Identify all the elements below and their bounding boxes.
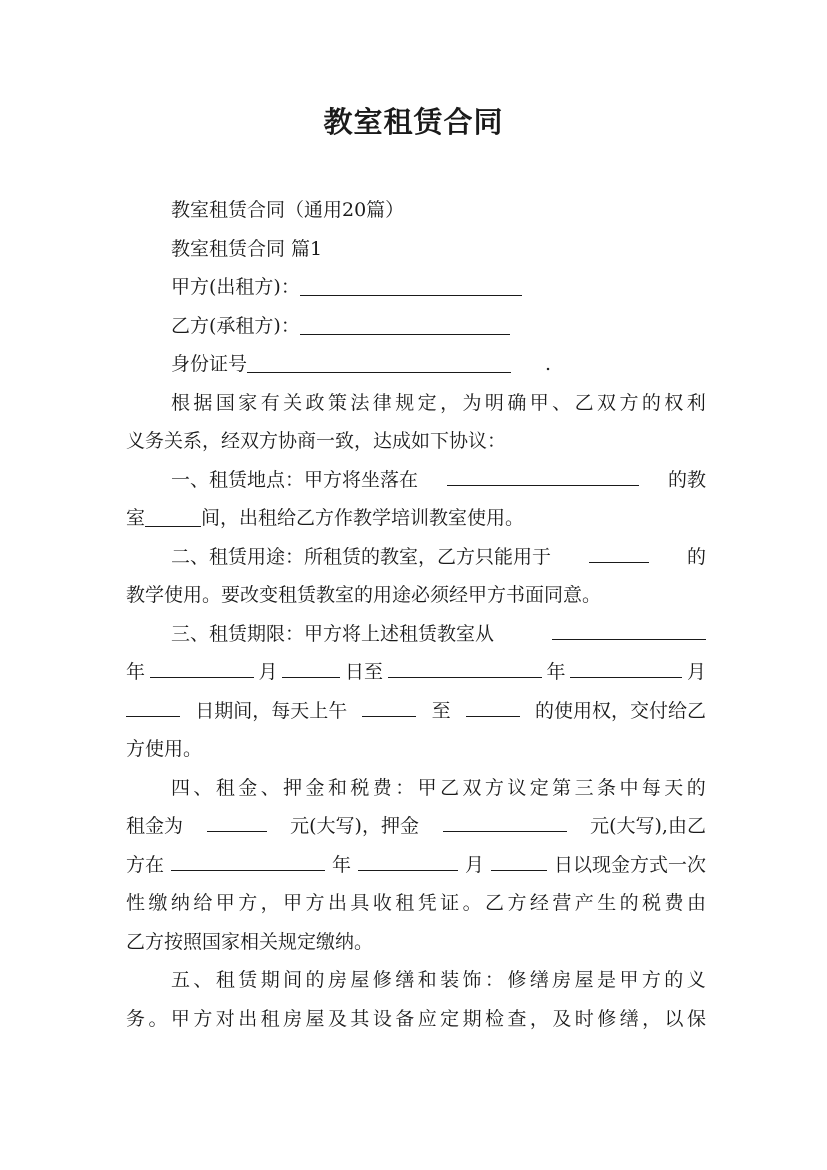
glyph: 利: [686, 391, 706, 414]
clause3-line-1: [126, 615, 706, 654]
glyph: 营: [552, 892, 572, 914]
glyph: 方: [641, 969, 661, 991]
glyph: 有: [260, 391, 280, 414]
party-a-label: 甲方(出租方)：: [171, 276, 300, 298]
glyph: ，: [642, 1007, 662, 1030]
clause4-pay-year-blank: [171, 846, 325, 871]
clause3-end-day-blank: [126, 692, 180, 717]
glyph: 租: [215, 776, 235, 799]
clause4-line-4: [126, 884, 706, 923]
clause4-line-3: [126, 846, 706, 885]
clause3-text-right: 的使用权，交付给乙: [534, 699, 706, 722]
glyph: 三: [574, 776, 594, 799]
glyph: 定: [529, 776, 549, 799]
glyph: 。: [462, 892, 482, 914]
glyph: 产: [574, 892, 594, 914]
party-a-blank: [300, 271, 522, 296]
glyph: 乙: [574, 391, 594, 414]
glyph: 缮: [529, 969, 549, 991]
glyph: 检: [485, 1007, 505, 1030]
glyph: 双: [462, 776, 482, 799]
clause1-line-1: [126, 461, 706, 500]
glyph: 方: [305, 892, 325, 914]
glyph: 。: [148, 1007, 168, 1030]
glyph: 、: [193, 969, 213, 991]
clause1-room-blank: [145, 502, 201, 527]
glyph: 给: [193, 892, 213, 914]
glyph: 屋: [305, 1007, 325, 1030]
glyph: 由: [686, 892, 706, 914]
glyph: 饰: [462, 969, 482, 991]
glyph: 政: [305, 391, 325, 414]
glyph: 修: [597, 1007, 617, 1030]
section-heading: 教室租赁合同 篇1: [171, 237, 323, 260]
clause3-text-a: 三、租赁期限：甲方将上述租赁教室从: [171, 622, 495, 645]
glyph: 中: [619, 776, 639, 799]
clause4-deposit-label: 元(大写)，押金: [290, 815, 419, 837]
glyph: 方: [484, 776, 504, 799]
glyph: 租: [215, 969, 235, 991]
glyph: 、: [260, 776, 280, 799]
glyph: 规: [395, 391, 415, 414]
glyph: 屋: [350, 969, 370, 991]
glyph: 甲: [170, 1007, 190, 1030]
clause4-line-5: 乙方按照国家相关规定缴纳。: [126, 930, 374, 953]
glyph: 生: [597, 892, 617, 914]
glyph: 条: [597, 776, 617, 799]
glyph: 是: [597, 969, 617, 991]
clause5-line-2: [126, 1000, 706, 1039]
clause4-year-label: 年: [331, 853, 351, 876]
glyph: 甲: [283, 892, 303, 914]
glyph: 装: [440, 969, 460, 991]
glyph: 性: [126, 892, 146, 914]
clause1-line-2: [126, 499, 706, 538]
clause4-text-e: 日以现金方式一次: [553, 853, 706, 876]
glyph: 方: [619, 391, 639, 414]
glyph: 租: [260, 1007, 280, 1030]
glyph: 、: [552, 391, 572, 414]
id-number-blank: [247, 348, 511, 373]
glyph: 税: [642, 892, 662, 914]
clause1-room-label: 室: [126, 507, 146, 529]
glyph: 修: [372, 969, 392, 991]
glyph: 缮: [395, 969, 415, 991]
glyph: 定: [440, 1007, 460, 1030]
id-trailing-dot: .: [544, 353, 552, 375]
glyph: 设: [372, 1007, 392, 1030]
glyph: 以: [664, 1007, 684, 1030]
glyph: 律: [372, 391, 392, 414]
glyph: 务: [126, 1007, 146, 1030]
clause2-text-a: 二、租赁用途：所租赁的教室，乙方只能用于: [171, 545, 552, 568]
clause3-text-period: 日期间，每天上午: [195, 699, 348, 722]
glyph: 具: [350, 892, 370, 914]
preamble-line-2: 义务关系，经双方协商一致，达成如下协议：: [126, 430, 507, 452]
clause2-line-2: 教学使用。要改变租赁教室的用途必须经甲方书面同意。: [126, 584, 602, 606]
clause3-month-label: 月: [258, 661, 278, 683]
clause3-line-3: [126, 692, 706, 731]
glyph: 收: [372, 892, 392, 914]
glyph: 经: [529, 892, 549, 914]
glyph: 权: [664, 391, 684, 414]
glyph: 方: [507, 892, 527, 914]
glyph: 期: [260, 969, 280, 991]
glyph: ，: [529, 1007, 549, 1030]
clause2-line-1: [126, 538, 706, 577]
glyph: 费: [372, 776, 392, 799]
clause3-day-to-label: 日至: [344, 661, 383, 683]
clause4-text-c: 元(大写),由乙: [590, 815, 706, 837]
glyph: 方: [238, 892, 258, 914]
glyph: 费: [664, 892, 684, 914]
party-b-line: [126, 307, 706, 346]
glyph: ，: [440, 391, 460, 414]
glyph: 甲: [417, 776, 437, 799]
clause3-time-to-blank: [466, 692, 520, 717]
id-number-line: [126, 345, 706, 384]
glyph: 时: [574, 1007, 594, 1030]
glyph: 查: [507, 1007, 527, 1030]
glyph: 证: [440, 892, 460, 914]
glyph: 金: [238, 776, 258, 799]
glyph: 的: [641, 391, 661, 414]
glyph: 的: [686, 776, 706, 799]
glyph: 保: [686, 1007, 706, 1030]
clause1-location-blank: [447, 461, 639, 486]
clause1-text-c: 间，出租给乙方作教学培训教室使用。: [201, 507, 525, 529]
glyph: 方: [193, 1007, 213, 1030]
glyph: 和: [327, 776, 347, 799]
glyph: 赁: [238, 969, 258, 991]
glyph: 房: [327, 969, 347, 991]
clause3-line-2: [126, 653, 706, 692]
glyph: 的: [305, 969, 325, 991]
clause2-text-b: 的: [686, 545, 706, 568]
glyph: 的: [664, 969, 684, 991]
glyph: 押: [283, 776, 303, 799]
glyph: 租: [395, 892, 415, 914]
clause3-end-month-blank: [570, 653, 682, 678]
id-number-label: 身份证号: [171, 353, 248, 375]
clause4-rent-blank: [207, 807, 267, 832]
glyph: 缴: [148, 892, 168, 914]
clause3-year2-label: 年: [546, 661, 566, 683]
intro-heading: 教室租赁合同（通用20篇）: [171, 199, 405, 221]
glyph: 对: [215, 1007, 235, 1030]
glyph: 缮: [619, 1007, 639, 1030]
glyph: ：: [395, 776, 415, 799]
glyph: 出: [238, 1007, 258, 1030]
preamble-line-1: [126, 384, 706, 423]
clause4-month-label: 月: [464, 853, 484, 876]
glyph: 其: [350, 1007, 370, 1030]
glyph: 根: [171, 391, 191, 414]
glyph: 修: [507, 969, 527, 991]
glyph: 家: [238, 391, 258, 414]
glyph: 天: [664, 776, 684, 799]
clause4-pay-day-blank: [491, 846, 547, 871]
clause3-line-4: 方使用。: [126, 738, 203, 760]
glyph: 及: [327, 1007, 347, 1030]
party-b-blank: [300, 310, 510, 335]
clause3-month2-label: 月: [686, 661, 706, 683]
glyph: 国: [215, 391, 235, 414]
glyph: 期: [462, 1007, 482, 1030]
clause3-start-day-blank: [282, 653, 340, 678]
glyph: 四: [171, 776, 191, 799]
glyph: 乙: [485, 892, 505, 914]
document-title: 教室租赁合同: [323, 105, 504, 139]
clause3-start-blank: [552, 615, 706, 640]
clause3-text-to: 至: [431, 699, 451, 722]
glyph: 议: [507, 776, 527, 799]
glyph: 乙: [440, 776, 460, 799]
glyph: 定: [417, 391, 437, 414]
glyph: 甲: [619, 969, 639, 991]
glyph: 据: [193, 391, 213, 414]
glyph: 五: [171, 969, 191, 991]
glyph: 屋: [574, 969, 594, 991]
glyph: 双: [597, 391, 617, 414]
glyph: 为: [462, 391, 482, 414]
clause4-line-2: [126, 807, 706, 846]
clause2-use-blank: [589, 538, 649, 563]
glyph: 甲: [529, 391, 549, 414]
clause3-time-from-blank: [362, 692, 416, 717]
clause4-deposit-blank: [443, 807, 567, 832]
glyph: 法: [350, 391, 370, 414]
clause3-end-year-blank: [388, 653, 542, 678]
clause4-line-1: [126, 769, 706, 808]
party-a-line: [126, 268, 706, 307]
glyph: 金: [305, 776, 325, 799]
party-b-label: 乙方(承租方)：: [171, 314, 300, 337]
clause3-year-label: 年: [126, 661, 146, 683]
glyph: 的: [619, 892, 639, 914]
glyph: 凭: [417, 892, 437, 914]
glyph: 、: [193, 776, 213, 799]
glyph: 出: [327, 892, 347, 914]
glyph: 甲: [215, 892, 235, 914]
clause1-text-a: 一、租赁地点：甲方将坐落在: [171, 468, 419, 491]
glyph: 纳: [170, 892, 190, 914]
glyph: ，: [260, 892, 280, 914]
glyph: 关: [283, 391, 303, 414]
clause5-line-1: [126, 961, 706, 1000]
clause1-text-b: 的教: [667, 468, 706, 491]
glyph: 房: [283, 1007, 303, 1030]
glyph: 明: [484, 391, 504, 414]
glyph: 应: [417, 1007, 437, 1030]
glyph: 第: [552, 776, 572, 799]
glyph: 义: [686, 969, 706, 991]
glyph: ：: [484, 969, 504, 991]
document-body: [126, 191, 706, 1038]
clause4-pay-month-blank: [358, 846, 458, 871]
clause4-rent-label: 租金为: [126, 815, 184, 837]
glyph: 策: [327, 391, 347, 414]
glyph: 每: [641, 776, 661, 799]
glyph: 税: [350, 776, 370, 799]
glyph: 和: [417, 969, 437, 991]
glyph: 房: [552, 969, 572, 991]
glyph: 确: [507, 391, 527, 414]
glyph: 备: [395, 1007, 415, 1030]
glyph: 及: [552, 1007, 572, 1030]
glyph: 间: [283, 969, 303, 991]
clause3-start-month-blank: [150, 653, 254, 678]
clause4-text-d: 方在: [126, 853, 165, 876]
